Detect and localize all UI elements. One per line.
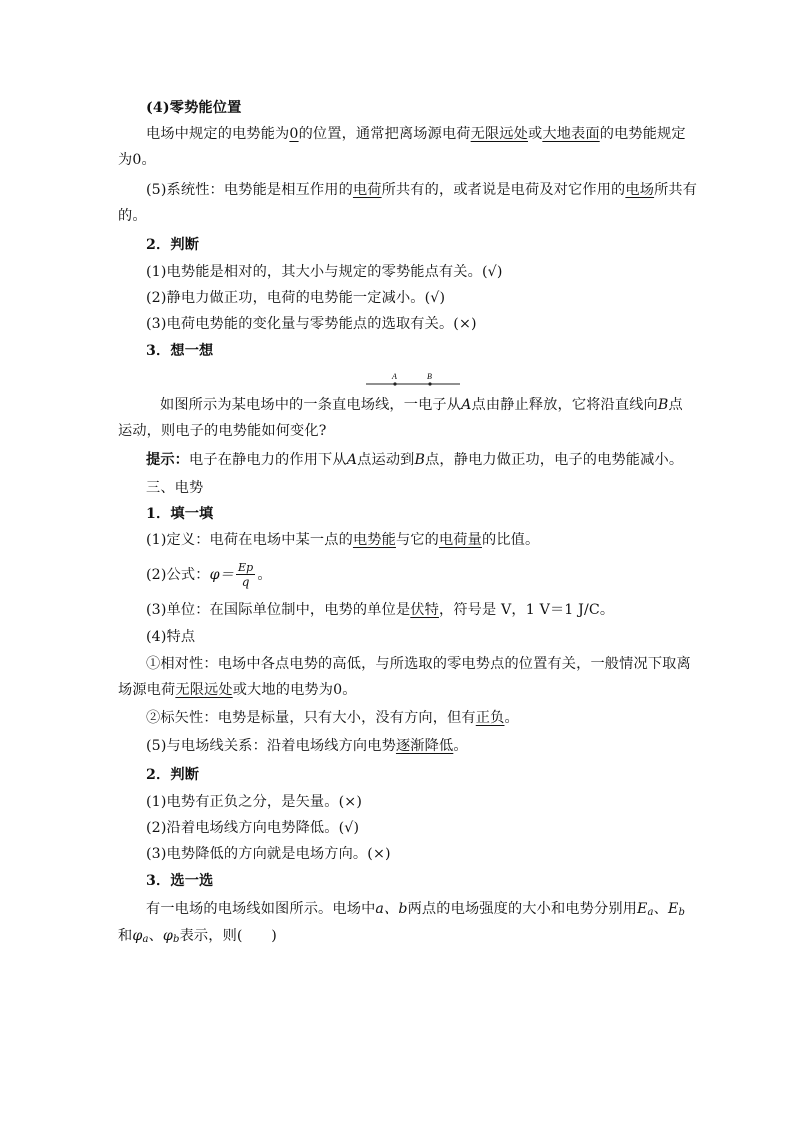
judge1-item-2: (2)静电力做正功，电荷的电势能一定减小。(√)	[146, 290, 446, 306]
text: 点，静电力做正功，电子的电势能减小。	[425, 452, 684, 468]
text: (5)与电场线关系：沿着电场线方向电势	[146, 738, 396, 754]
text: 点由静止释放，它将沿直线向	[471, 397, 658, 413]
blank-answer: 电势能	[352, 532, 396, 548]
text: 。	[453, 738, 468, 754]
text: 电场中规定的电势能为	[146, 126, 290, 142]
text: 的比值。	[481, 532, 540, 548]
var-b: B	[657, 397, 669, 413]
text: (5)系统性：电势能是相互作用的	[146, 182, 353, 198]
var-ab: a、b	[375, 901, 408, 917]
text: 或	[528, 126, 543, 142]
judge2-item-3: (3)电势降低的方向就是电场方向。(×)	[146, 846, 391, 862]
text: (2)公式：	[146, 567, 210, 583]
text: 或大地的电势为0。	[232, 682, 357, 698]
choose-question	[146, 899, 716, 923]
blank-answer: 无限远处	[175, 682, 233, 698]
var-b: B	[414, 452, 426, 468]
var-phi: φ	[162, 928, 173, 944]
potential-unit	[146, 600, 716, 620]
paragraph-zero-position-cont: 为0。	[118, 152, 156, 168]
text: (3)单位：在国际单位制中，电势的单位是	[146, 602, 411, 618]
subscript-a: a	[142, 934, 149, 945]
text: 和	[118, 928, 133, 944]
features-heading: (4)特点	[146, 629, 196, 645]
blank-answer: 0	[289, 126, 299, 142]
point-b-dot	[428, 382, 431, 385]
judge2-item-1: (1)电势有正负之分，是矢量。(×)	[146, 794, 363, 810]
subscript-a: a	[647, 907, 654, 918]
heading-think: 3．想一想	[146, 343, 214, 359]
blank-answer: 逐渐降低	[395, 738, 454, 754]
text: 点运动到	[357, 452, 415, 468]
formula-lhs: φ＝	[209, 567, 234, 583]
var-e: E	[667, 901, 679, 917]
point-a-dot	[393, 382, 396, 385]
text: 、	[653, 901, 668, 917]
text: (1)定义：电荷在电场中某一点的	[146, 532, 353, 548]
blank-answer: 正负	[475, 710, 505, 726]
field-line-relation	[146, 736, 716, 756]
heading-choose: 3．选一选	[146, 873, 214, 889]
potential-formula	[146, 560, 716, 590]
text: 的电势能规定	[599, 126, 686, 142]
text: 电子在静电力的作用下从	[189, 452, 347, 468]
heading-judge-2: 2．判断	[146, 767, 200, 783]
electric-field-line-figure	[366, 372, 462, 388]
text: 。	[504, 710, 519, 726]
think-question-cont: 运动，则电子的电势能如何变化?	[118, 423, 327, 439]
think-hint	[146, 450, 716, 470]
formula-denominator: q	[241, 574, 250, 589]
think-question	[160, 395, 730, 415]
text: 与它的	[395, 532, 439, 548]
judge1-item-1: (1)电势能是相对的，其大小与规定的零势能点有关。(√)	[146, 264, 503, 280]
text: 点	[668, 397, 683, 413]
judge2-item-2: (2)沿着电场线方向电势降低。(√)	[146, 820, 360, 836]
blank-answer: 电荷量	[438, 532, 482, 548]
text: 有一电场的电场线如图所示。电场中	[146, 901, 376, 917]
text: 如图所示为某电场中的一条直电场线，一电子从	[160, 397, 462, 413]
subscript-b: b	[173, 934, 180, 945]
potential-definition	[146, 530, 716, 550]
feature-relativity: ①相对性：电场中各点电势的高低，与所选取的零电势点的位置有关，一般情况下取离	[146, 656, 691, 672]
point-b-label: B	[427, 372, 432, 381]
var-a: A	[461, 397, 472, 413]
blank-answer: 伏特	[410, 602, 439, 618]
blank-answer: 无限远处	[470, 126, 528, 142]
subscript-b: b	[678, 907, 686, 918]
feature-relativity-cont	[118, 680, 688, 700]
heading-zero-energy-position: (4)零势能位置	[146, 100, 242, 116]
heading-judge-1: 2．判断	[146, 237, 200, 253]
blank-answer: 电场	[625, 182, 655, 198]
feature-scalar	[146, 708, 716, 728]
paragraph-zero-position	[146, 124, 716, 144]
blank-answer: 电荷	[352, 182, 382, 198]
hint-label: 提示：	[146, 452, 190, 468]
heading-fill: 1．填一填	[146, 506, 214, 522]
text: 。	[257, 567, 272, 583]
paragraph-systemic-cont: 的。	[118, 208, 147, 224]
section-heading-potential: 三、电势	[146, 480, 204, 496]
point-a-label: A	[392, 372, 397, 381]
var-a: A	[346, 452, 358, 468]
text: 场源电荷	[118, 682, 176, 698]
text: ，符号是 V，1 V＝1 J/C。	[438, 602, 615, 618]
text: 表示，则( )	[179, 928, 277, 944]
judge1-item-3: (3)电荷电势能的变化量与零势能点的选取有关。(×)	[146, 316, 477, 332]
text: 两点的电场强度的大小和电势分别用	[407, 901, 637, 917]
var-e: E	[637, 901, 648, 917]
choose-question-cont	[118, 926, 688, 950]
var-phi: φ	[132, 928, 143, 944]
text: 、	[148, 928, 163, 944]
text: 的位置，通常把离场源电荷	[298, 126, 471, 142]
text: ②标矢性：电势是标量，只有大小，没有方向，但有	[146, 710, 476, 726]
formula-fraction	[236, 562, 255, 589]
text: 所共有的，或者说是电荷及对它作用的	[381, 182, 626, 198]
paragraph-systemic	[146, 180, 716, 200]
blank-answer: 大地表面	[542, 126, 600, 142]
text: 所共有	[654, 182, 698, 198]
formula-numerator: Ep	[237, 560, 254, 574]
